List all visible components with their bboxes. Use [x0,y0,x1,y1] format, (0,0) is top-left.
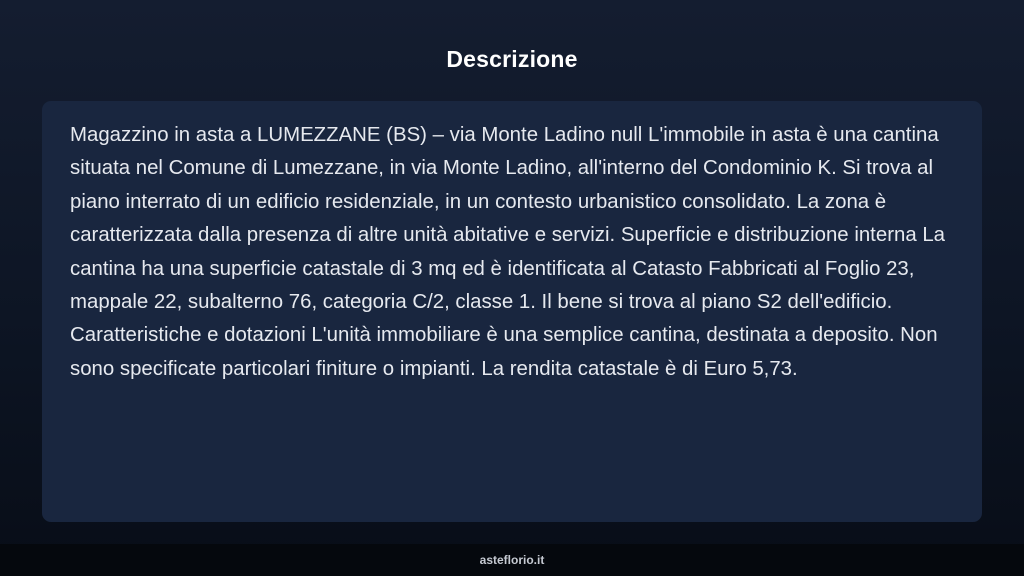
footer-bar [0,544,1024,576]
footer-site-label: asteflorio.it [479,553,545,567]
page-title: Descrizione [446,46,578,72]
description-card [42,101,982,522]
description-text: Magazzino in asta a LUMEZZANE (BS) – via Monte Ladino null L'immobile in asta è una cantina situata nel Comune di Lumezzane, in via Monte Ladino, all'interno del Condominio K. Si trova al piano interrato di un edificio residenziale, in un contesto urbanistico consolidato. La zona è caratterizzata dalla presenza di altre unità abitative e servizi. Superficie e distribuzione interna La cantina ha una superficie catastale di 3 mq ed è identificata al Catasto Fabbricati al Foglio 23, mappale 22, subalterno 76, categoria C/2, classe 1. Il bene si trova al piano S2 dell'edificio. Caratteristiche e dotazioni L'unità immobiliare è una semplice cantina, destinata a deposito. Non sono specificate particolari finiture o impianti. La rendita catastale è di Euro 5,73. [70,124,946,380]
